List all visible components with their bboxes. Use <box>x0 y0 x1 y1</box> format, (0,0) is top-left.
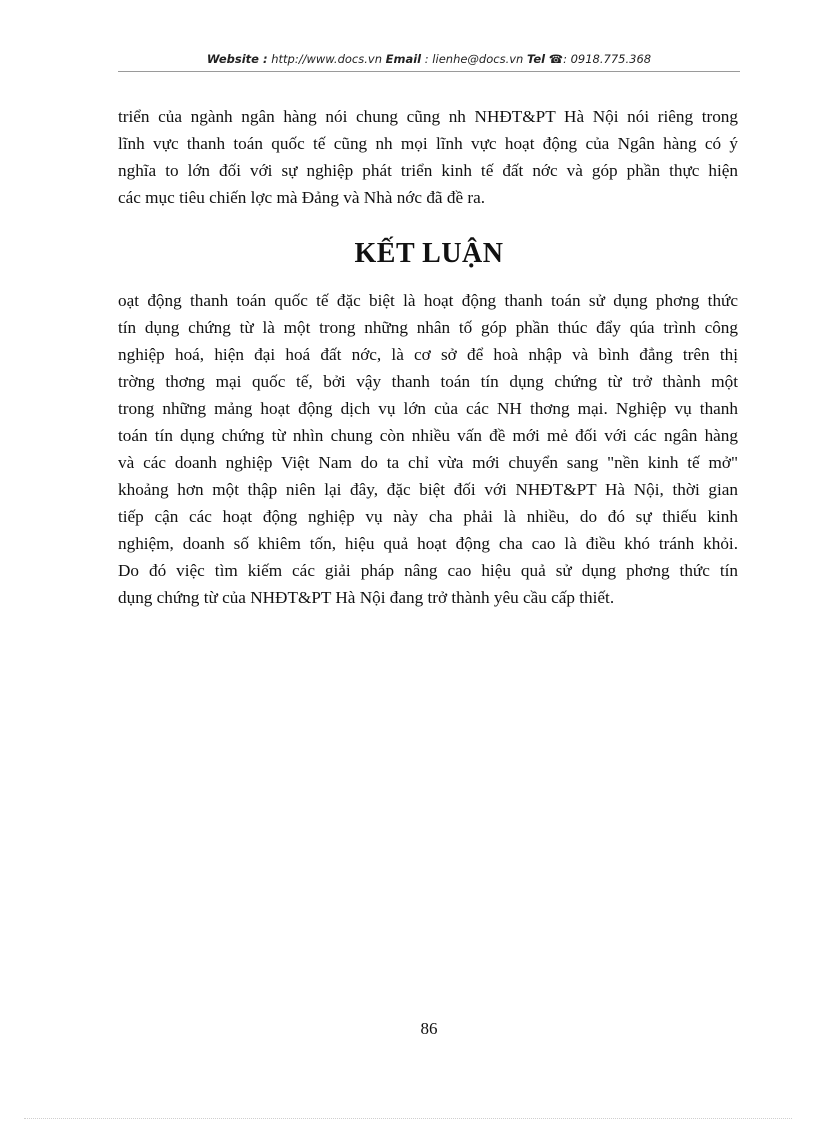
intro-line: triển của ngành ngân hàng nói chung cũng nh NHĐT&PT Hà Nội nói riêng trong <box>118 107 738 126</box>
conclusion-line: khoảng hơn một thập niên lại đây, đặc biệt đối với NHĐT&PT Hà Nội, thời gian <box>118 480 738 499</box>
page-number: 86 <box>420 1019 438 1038</box>
intro-line: lĩnh vực thanh toán quốc tế cũng nh mọi lĩnh vực hoạt động của Ngân hàng có ý <box>118 134 738 153</box>
conclusion-line: tiếp cận các hoạt động nghiệp vụ này cha phải là nhiều, do đó sự thiếu kinh <box>118 507 738 526</box>
conclusion-line: dụng chứng từ của NHĐT&PT Hà Nội đang trở thành yêu cầu cấp thiết. <box>118 588 615 607</box>
website-label: Website : <box>206 52 268 66</box>
conclusion-paragraph <box>118 287 738 611</box>
conclusion-line: trờng thơng mại quốc tế, bởi vậy thanh toán tín dụng chứng từ trở thành một <box>118 372 738 391</box>
conclusion-line: trong những mảng hoạt động dịch vụ lớn của các NH thơng mại. Nghiệp vụ thanh <box>118 399 738 418</box>
tel-label: Tel <box>526 52 546 66</box>
header-divider <box>118 71 740 72</box>
page-header <box>118 52 740 70</box>
conclusion-line: nghiệp hoá, hiện đại hoá đất nớc, là cơ sở để hoà nhập và bình đẳng trên thị <box>118 345 738 364</box>
conclusion-line: và các doanh nghiệp Việt Nam do ta chỉ vừa mới chuyển sang "nền kinh tế mở" <box>118 453 738 472</box>
tel-value: : 0918.775.368 <box>563 52 652 66</box>
page-bottom-border <box>24 1118 792 1119</box>
email-label: Email <box>385 52 422 66</box>
email-value[interactable]: : lienhe@docs.vn <box>421 52 527 66</box>
intro-line: các mục tiêu chiến lợc mà Đảng và Nhà nớc đã đề ra. <box>118 188 486 207</box>
conclusion-line: toán tín dụng chứng từ nhìn chung còn nhiều vấn đề mới mẻ đối với các ngân hàng <box>118 426 738 445</box>
conclusion-line: tín dụng chứng từ là một trong những nhân tố góp phần thúc đẩy qúa trình công <box>118 318 738 337</box>
intro-line: nghĩa to lớn đối với sự nghiệp phát triển kinh tế đất nớc và góp phần thực hiện <box>118 161 738 180</box>
website-url[interactable]: http://www.docs.vn <box>267 52 386 66</box>
section-title: KẾT LUẬN <box>354 238 504 269</box>
conclusion-line: nghiệm, doanh số khiêm tốn, hiệu quả hoạt động cha cao là điều khó tránh khỏi. <box>118 534 738 553</box>
conclusion-line: oạt động thanh toán quốc tế đặc biệt là hoạt động thanh toán sử dụng phơng thức <box>118 291 738 310</box>
intro-paragraph <box>118 103 738 211</box>
phone-icon: ☎ <box>548 52 564 66</box>
conclusion-line: Do đó việc tìm kiếm các giải pháp nâng cao hiệu quả sử dụng phơng thức tín <box>118 561 738 580</box>
